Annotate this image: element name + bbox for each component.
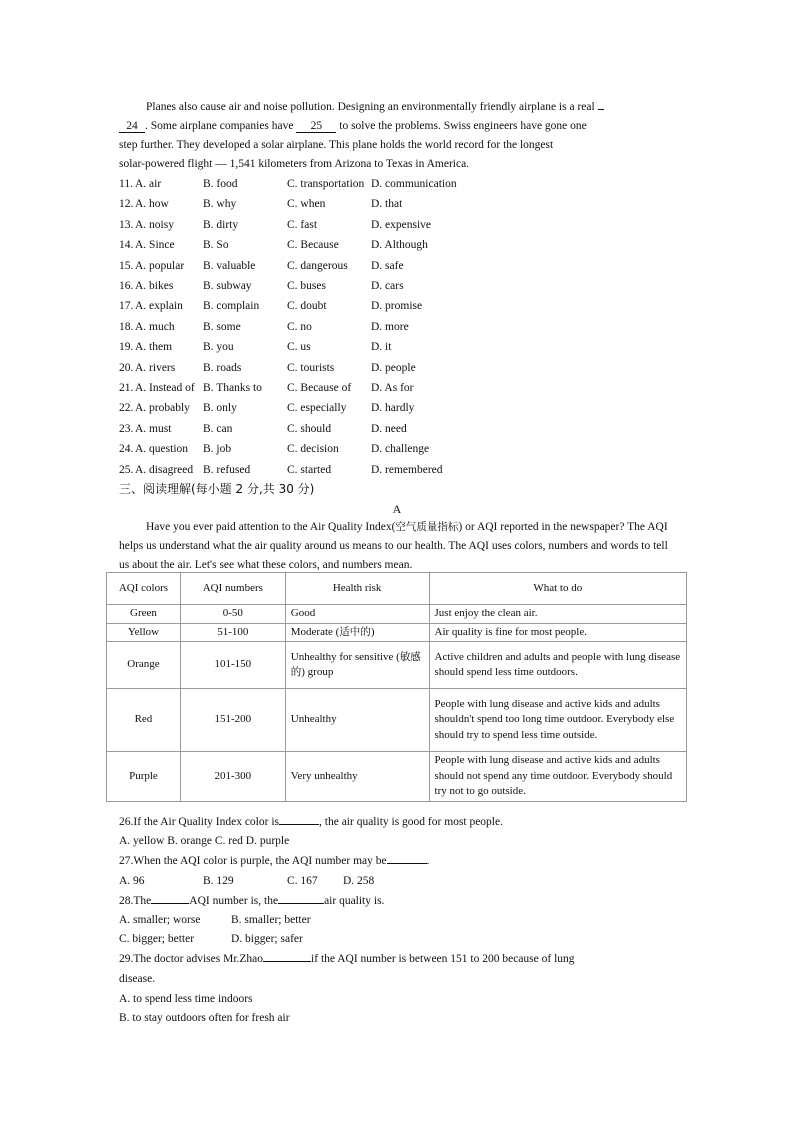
question-number: 19. bbox=[119, 341, 134, 354]
option-d: D. people bbox=[371, 361, 416, 374]
option-d: D. more bbox=[371, 320, 409, 333]
cloze-row bbox=[119, 340, 519, 354]
question-number: 13. bbox=[119, 218, 134, 231]
option-b: B. dirty bbox=[203, 218, 239, 231]
option-d: D. expensive bbox=[371, 218, 432, 231]
option-d: D. promise bbox=[371, 300, 423, 313]
aqi-table bbox=[106, 572, 687, 802]
option-c: C. no bbox=[287, 320, 312, 333]
question-number: 24. bbox=[119, 443, 134, 456]
question-27: 27.When the AQI color is purple, the AQI number may be . bbox=[119, 855, 430, 867]
answer-blank-26[interactable] bbox=[279, 824, 319, 825]
option-b: B. some bbox=[203, 320, 241, 333]
question-number: 17. bbox=[119, 300, 134, 313]
cloze-row bbox=[119, 361, 519, 375]
cloze-row bbox=[119, 320, 519, 334]
question-26: 26.If the Air Quality Index color is , the air quality is good for most people. bbox=[119, 816, 503, 828]
option-d: D. communication bbox=[371, 178, 457, 190]
option-c: C. Because of bbox=[287, 382, 352, 394]
option-c: C. fast bbox=[287, 218, 318, 231]
option-b: B. subway bbox=[203, 280, 252, 292]
question-number: 12. bbox=[119, 198, 134, 211]
option-b: B. can bbox=[203, 422, 233, 435]
option-b: B. refused bbox=[203, 463, 251, 476]
option-a: A. much bbox=[135, 320, 175, 333]
option-b: B. complain bbox=[203, 300, 260, 313]
option-c: C. dangerous bbox=[287, 259, 348, 272]
option-c: C. Because bbox=[287, 239, 339, 252]
question-number: 23. bbox=[119, 422, 134, 435]
option-a: A. popular bbox=[135, 259, 185, 272]
option-b: B. valuable bbox=[203, 259, 256, 272]
option-d: D. safe bbox=[371, 259, 404, 272]
table-row: Green 0-50 Good Just enjoy the clean air. bbox=[107, 605, 687, 624]
answer-blank-28a[interactable] bbox=[151, 903, 189, 904]
cloze-row bbox=[119, 177, 519, 191]
option-a: A. Instead of bbox=[135, 382, 195, 394]
cloze-row bbox=[119, 259, 519, 273]
question-number: 16. bbox=[119, 280, 134, 292]
question-26-options: A. yellow B. orange C. red D. purple bbox=[119, 835, 290, 847]
answer-blank-29[interactable] bbox=[263, 961, 311, 962]
option-d: D. As for bbox=[371, 382, 414, 394]
question-number: 18. bbox=[119, 320, 134, 333]
option-c: C. transportation bbox=[287, 178, 365, 190]
table-row: Yellow 51-100 Moderate (适中的) Air quality is fine for most people. bbox=[107, 623, 687, 642]
question-number: 14. bbox=[119, 239, 134, 252]
question-number: 11. bbox=[119, 178, 133, 190]
cloze-row bbox=[119, 463, 519, 477]
reading-paragraph: Have you ever paid attention to the Air Quality Index(空气质量指标) or AQI reported in the newspaper? The AQI helps us understand what the air quality around us means to our health. The AQI uses colors, numbers and words to tell us about the air. Let's see what these colors, and numbers mean. bbox=[119, 521, 668, 571]
header-aqi-colors: AQI colors bbox=[107, 573, 181, 605]
question-number: 25. bbox=[119, 463, 134, 476]
cloze-row bbox=[119, 197, 519, 211]
question-29-continued: disease. bbox=[119, 973, 156, 985]
option-c: C. especially bbox=[287, 402, 347, 415]
section-heading: 三、阅读理解(每小题 2 分,共 30 分) bbox=[119, 482, 315, 496]
option-a: A. them bbox=[135, 341, 173, 354]
header-what-to-do: What to do bbox=[429, 573, 686, 605]
question-number: 22. bbox=[119, 402, 134, 415]
option-a: A. how bbox=[135, 198, 169, 211]
option-c: C. us bbox=[287, 341, 311, 354]
cloze-row bbox=[119, 218, 519, 232]
table-row: Orange 101-150 Unhealthy for sensitive (敏感的) group Active children and adults and people with lung disease should spend less time outdoors. bbox=[107, 642, 687, 689]
blank-25: 25 bbox=[296, 120, 336, 133]
option-c: C. should bbox=[287, 422, 332, 435]
option-a: A. disagreed bbox=[135, 463, 194, 476]
blank-24: 24 bbox=[119, 120, 145, 133]
header-aqi-numbers: AQI numbers bbox=[180, 573, 285, 605]
option-b: B. roads bbox=[203, 361, 242, 374]
option-c: C. doubt bbox=[287, 300, 327, 313]
cloze-row bbox=[119, 442, 519, 456]
passage-title: A bbox=[392, 502, 402, 516]
blank-23-tail bbox=[598, 109, 604, 110]
table-row: Red 151-200 Unhealthy People with lung disease and active kids and adults shouldn't spend too long time outdoor. Everybody else should try to spend less time outside. bbox=[107, 689, 687, 752]
passage-line-3: step further. They developed a solar airplane. This plane holds the world record for the longest bbox=[119, 139, 554, 151]
option-d: D. that bbox=[371, 198, 403, 211]
option-b: B. why bbox=[203, 198, 237, 211]
option-b: B. food bbox=[203, 178, 238, 190]
cloze-row bbox=[119, 381, 519, 395]
question-27-options: A. 96 B. 129 C. 167 D. 258 bbox=[119, 875, 375, 887]
cloze-row bbox=[119, 299, 519, 313]
cloze-row bbox=[119, 401, 519, 415]
option-a: A. rivers bbox=[135, 361, 176, 374]
option-d: D. remembered bbox=[371, 463, 443, 476]
passage-line-2: 24 . Some airplane companies have 25 to solve the problems. Swiss engineers have gone one bbox=[119, 119, 587, 133]
question-28: 28.The AQI number is, the air quality is. bbox=[119, 895, 385, 907]
option-c: C. when bbox=[287, 198, 326, 211]
question-29: 29.The doctor advises Mr.Zhao if the AQI number is between 151 to 200 because of lung bbox=[119, 953, 575, 965]
cloze-row bbox=[119, 238, 519, 252]
option-b: B. So bbox=[203, 239, 229, 252]
option-b: B. job bbox=[203, 443, 232, 456]
option-a: A. bikes bbox=[135, 280, 174, 292]
option-b: B. only bbox=[203, 402, 237, 415]
answer-blank-28b[interactable] bbox=[278, 903, 324, 904]
cloze-row bbox=[119, 422, 519, 436]
option-d: D. cars bbox=[371, 280, 404, 292]
option-d: D. challenge bbox=[371, 443, 430, 456]
option-d: D. hardly bbox=[371, 402, 415, 415]
passage-line-4: solar-powered flight — 1,541 kilometers from Arizona to Texas in America. bbox=[119, 158, 470, 170]
option-a: A. Since bbox=[135, 239, 175, 252]
option-c: C. buses bbox=[287, 280, 326, 292]
option-c: C. started bbox=[287, 463, 332, 476]
option-d: D. it bbox=[371, 341, 392, 354]
option-a: A. must bbox=[135, 422, 172, 435]
option-c: C. decision bbox=[287, 443, 339, 456]
question-number: 15. bbox=[119, 259, 134, 272]
option-a: A. air bbox=[135, 178, 162, 190]
option-a: A. probably bbox=[135, 402, 190, 415]
option-b: B. you bbox=[203, 341, 234, 354]
option-c: C. tourists bbox=[287, 361, 335, 374]
question-28-options-2: C. bigger; better D. bigger; safer bbox=[119, 933, 303, 945]
option-a: A. noisy bbox=[135, 218, 174, 231]
question-number: 21. bbox=[119, 382, 134, 394]
option-a: A. explain bbox=[135, 300, 183, 313]
answer-blank-27[interactable] bbox=[387, 863, 427, 864]
question-28-options-1: A. smaller; worse B. smaller; better bbox=[119, 914, 311, 926]
option-d: D. need bbox=[371, 422, 407, 435]
option-d: D. Although bbox=[371, 239, 428, 252]
option-a: A. question bbox=[135, 443, 189, 456]
header-health-risk: Health risk bbox=[285, 573, 429, 605]
question-number: 20. bbox=[119, 361, 134, 374]
cloze-row bbox=[119, 279, 519, 293]
table-row: Purple 201-300 Very unhealthy People with lung disease and active kids and adults should not spend any time outdoor. Everybody should try not to go outside. bbox=[107, 752, 687, 802]
option-b: B. Thanks to bbox=[203, 382, 262, 394]
question-29-option-b: B. to stay outdoors often for fresh air bbox=[119, 1012, 290, 1024]
question-29-option-a: A. to spend less time indoors bbox=[119, 993, 253, 1005]
passage-line-1: Planes also cause air and noise pollution. Designing an environmentally friendly airplane is a real bbox=[146, 100, 604, 114]
